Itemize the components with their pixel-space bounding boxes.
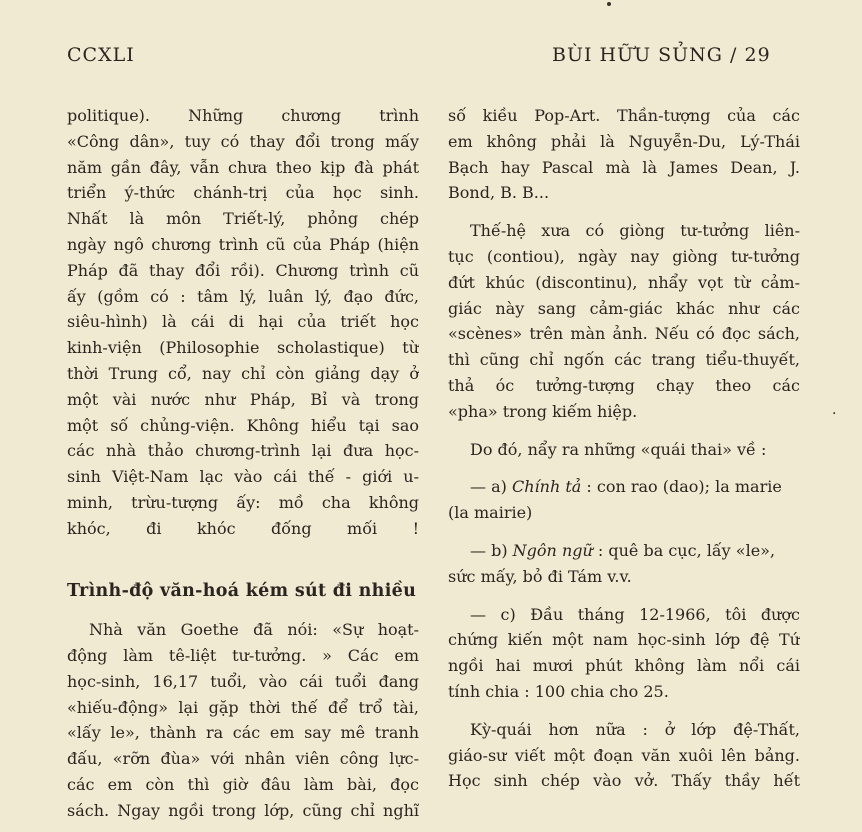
text-line: «scènes» trên màn ảnh. Nếu có đọc sách, — [448, 324, 800, 344]
text-line: một số chủng-viện. Không hiểu tại sao — [67, 415, 419, 435]
text-line: — a) Chính tả : con rao (dao); la marie — [470, 477, 782, 497]
text-line: năm gần đây, vẫn chưa theo kịp đà phát — [67, 157, 419, 177]
text-line: tính chia : 100 chia cho 25. — [448, 681, 669, 701]
text-line: Kỳ-quái hơn nữa : ở lớp đệ-Thất, — [470, 719, 800, 739]
page-number: 29 — [744, 44, 771, 66]
text-line: triển ý-thức chánh-trị của học sinh. — [67, 183, 419, 203]
text-line: các nhà thảo chương-trình lại đưa học- — [67, 441, 419, 461]
text-line: đứt khúc (discontinu), nhẩy vọt từ cảm- — [448, 272, 800, 292]
text-line: Do đó, nẩy ra những «quái thai» về : — [470, 439, 767, 459]
text-line: học-sinh, 16,17 tuổi, vào cái tuổi đang — [67, 671, 419, 691]
text-line: sách. Ngay ngồi trong lớp, cũng chỉ nghĩ — [67, 800, 419, 820]
text-line: sức mấy, bỏ đi Tám v.v. — [448, 566, 632, 586]
text-line: Pháp đã thay đổi rồi). Chương trình cũ — [67, 260, 419, 280]
text-line: giác này sang cảm-giác khác như các — [448, 298, 800, 318]
margin-dot: · — [832, 406, 837, 422]
text-line: đấu, «rỡn đùa» với nhân viên công lực- — [67, 749, 419, 769]
text-line: thả óc tưởng-tượng chạy theo các — [448, 375, 800, 395]
text-line: (la mairie) — [448, 503, 533, 523]
section-heading: Trình-độ văn-hoá kém sút đi nhiều — [67, 581, 417, 602]
text-line: khóc, đi khóc đống mối ! — [67, 518, 419, 538]
author-name: BÙI HỮU SỦNG — [552, 44, 723, 66]
text-line: các em còn thì giờ đâu làm bài, đọc — [67, 774, 419, 794]
header-separator: / — [730, 44, 738, 66]
text-line: siêu-hình) là cái di hại của triết học — [67, 312, 419, 332]
text-line: «hiếu-động» lại gặp thời thế để trổ tài, — [67, 697, 419, 717]
text-line: số kiều Pop-Art. Thần-tượng của các — [448, 106, 800, 125]
chapter-number: CCXLI — [67, 44, 135, 66]
text-line: Nhất là môn Triết-lý, phỏng chép — [67, 209, 419, 229]
right-column — [448, 103, 800, 794]
ink-dot — [607, 2, 611, 6]
text-line: kinh-viện (Philosophie scholastique) từ — [67, 338, 419, 358]
paragraph-generations — [448, 218, 800, 424]
paragraph-goethe — [67, 617, 419, 823]
text-line: politique). Những chương trình — [67, 106, 419, 125]
text-line: một vài nước như Pháp, Bỉ và trong — [67, 389, 419, 409]
left-column — [67, 103, 419, 824]
text-line: — c) Đầu tháng 12-1966, tôi được — [470, 604, 800, 624]
text-line: «pha» trong kiếm hiệp. — [448, 401, 638, 421]
text-line: Thế-hệ xưa có giòng tư-tưởng liên- — [470, 221, 800, 241]
text-line: Bond, B. B... — [448, 183, 550, 203]
paragraph-civics — [67, 103, 419, 567]
paragraph-stranger — [448, 717, 800, 794]
text-line: ngày ngô chương trình cũ của Pháp (hiện — [67, 234, 419, 254]
text-line: minh, trừu-tượng ấy: mồ cha không — [67, 492, 419, 512]
text-line: ấy (gồm có : tâm lý, luân lý, đạo đức, — [67, 286, 419, 306]
text-line: chứng kiến một nam học-sinh lớp đệ Tứ — [448, 630, 800, 650]
text-line: giáo-sư viết một đoạn văn xuôi lên bảng. — [448, 745, 800, 765]
text-line: thì cũng chỉ ngốn các trang tiểu-thuyết, — [448, 350, 800, 370]
text-line: Bạch hay Pascal mà là James Dean, J. — [448, 157, 800, 177]
text-line: «lấy le», thành ra các em say mê tranh — [67, 723, 419, 743]
text-line: em không phải là Nguyễn-Du, Lý-Thái — [448, 131, 800, 151]
paragraph-pop-art — [448, 103, 800, 206]
text-line: động làm tê-liệt tư-tưởng. » Các em — [67, 645, 419, 665]
text-line: — b) Ngôn ngữ : quê ba cục, lấy «le», — [470, 540, 776, 560]
text-line — [67, 542, 419, 568]
text-line: tục (contiou), ngày nay giòng tư-tưởng — [448, 246, 800, 266]
text-line: thời Trung cổ, nay chỉ còn giảng dạy ở — [67, 363, 419, 383]
item-b — [448, 538, 800, 590]
running-header — [552, 44, 771, 66]
text-line: ngồi hai mươi phút không làm nổi cái — [448, 656, 800, 676]
text-line: Học sinh chép vào vở. Thấy thầy hết — [448, 771, 800, 791]
text-line: «Công dân», tuy có thay đổi trong mấy — [67, 131, 419, 151]
item-a — [448, 474, 800, 526]
text-line: Nhà văn Goethe đã nói: «Sự hoạt- — [89, 620, 419, 640]
item-c — [448, 602, 800, 705]
text-line: sinh Việt-Nam lạc vào cái thế - giới u- — [67, 467, 419, 487]
